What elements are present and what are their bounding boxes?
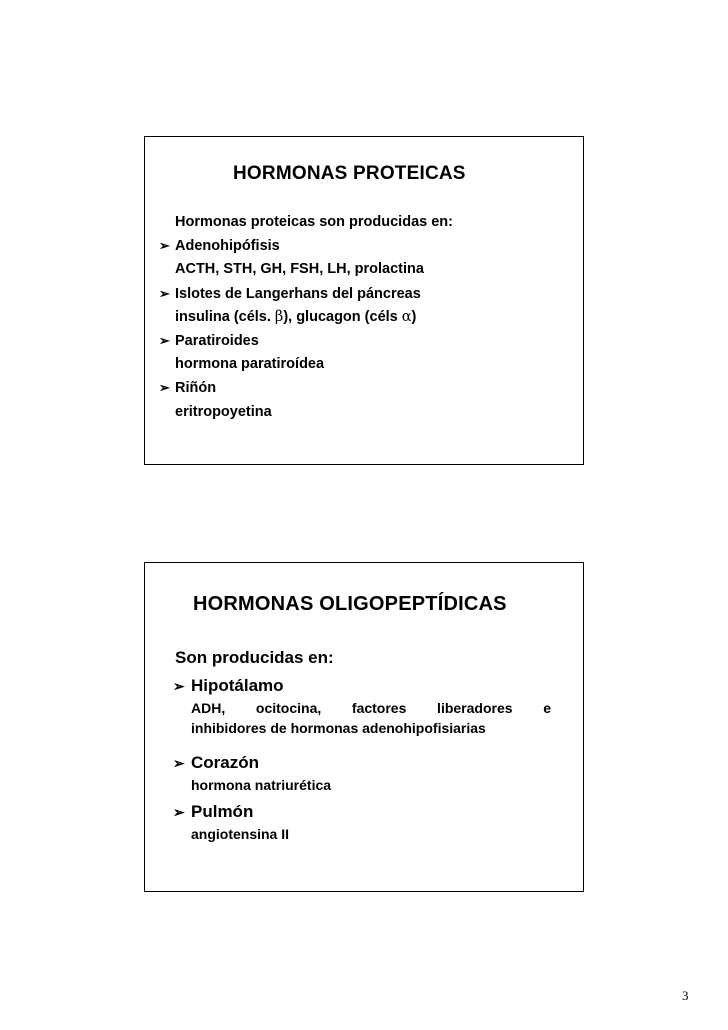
arrow-bullet-icon: ➢ [159, 380, 170, 396]
item-heading [173, 753, 331, 773]
item-heading [173, 676, 551, 696]
slide-oligopeptidicas [144, 562, 584, 892]
item-detail [173, 824, 289, 844]
item-detail: eritropoyetina [175, 403, 272, 420]
slide-content [145, 211, 453, 424]
arrow-bullet-icon: ➢ [159, 285, 170, 301]
item-detail-line: inhibidores de hormonas adenohipofisiarias [191, 720, 486, 736]
item-detail-part: ) [411, 308, 417, 325]
list-item [145, 329, 453, 353]
slide-title: HORMONAS PROTEICAS [233, 163, 466, 184]
arrow-bullet-icon: ➢ [173, 804, 185, 820]
alpha-symbol: α [401, 308, 412, 325]
arrow-bullet-icon: ➢ [173, 755, 185, 771]
list-item [173, 676, 551, 738]
list-item [173, 753, 331, 795]
slide-proteicas [144, 136, 584, 465]
item-detail-line: angiotensina II [191, 826, 290, 842]
item-detail [173, 775, 331, 795]
item-detail: ACTH, STH, GH, FSH, LH, prolactina [175, 261, 424, 278]
intro-text: Hormonas proteicas son producidas en: [175, 214, 453, 230]
item-detail-part: ), glucagon (céls [283, 308, 402, 325]
item-label: Adenohipófisis [175, 238, 280, 255]
item-label: Hipotálamo [191, 676, 284, 695]
arrow-bullet-icon: ➢ [173, 678, 185, 694]
list-item [145, 376, 453, 400]
list-item [173, 802, 289, 844]
beta-symbol: β [274, 308, 284, 325]
list-item [145, 234, 453, 258]
item-label: Pulmón [191, 802, 254, 821]
item-detail: hormona paratiroídea [175, 356, 325, 373]
item-detail [145, 306, 453, 329]
slide-title: HORMONAS OLIGOPEPTÍDICAS [193, 593, 507, 615]
intro-text: Son producidas en: [175, 648, 334, 667]
page-number: 3 [682, 988, 689, 1003]
arrow-bullet-icon: ➢ [159, 238, 170, 254]
list-item [145, 282, 453, 306]
arrow-bullet-icon: ➢ [159, 333, 170, 349]
item-label: Paratiroides [175, 333, 259, 350]
item-detail-line: hormona natriurética [191, 777, 332, 793]
item-label: Riñón [175, 380, 217, 397]
item-label: Corazón [191, 753, 259, 772]
item-detail-line: ADH, ocitocina, factores liberadores e [191, 700, 551, 716]
item-detail [173, 698, 551, 738]
item-heading [173, 802, 289, 822]
item-label: Islotes de Langerhans del páncreas [175, 285, 421, 302]
item-detail-part: insulina (céls. [175, 308, 275, 325]
